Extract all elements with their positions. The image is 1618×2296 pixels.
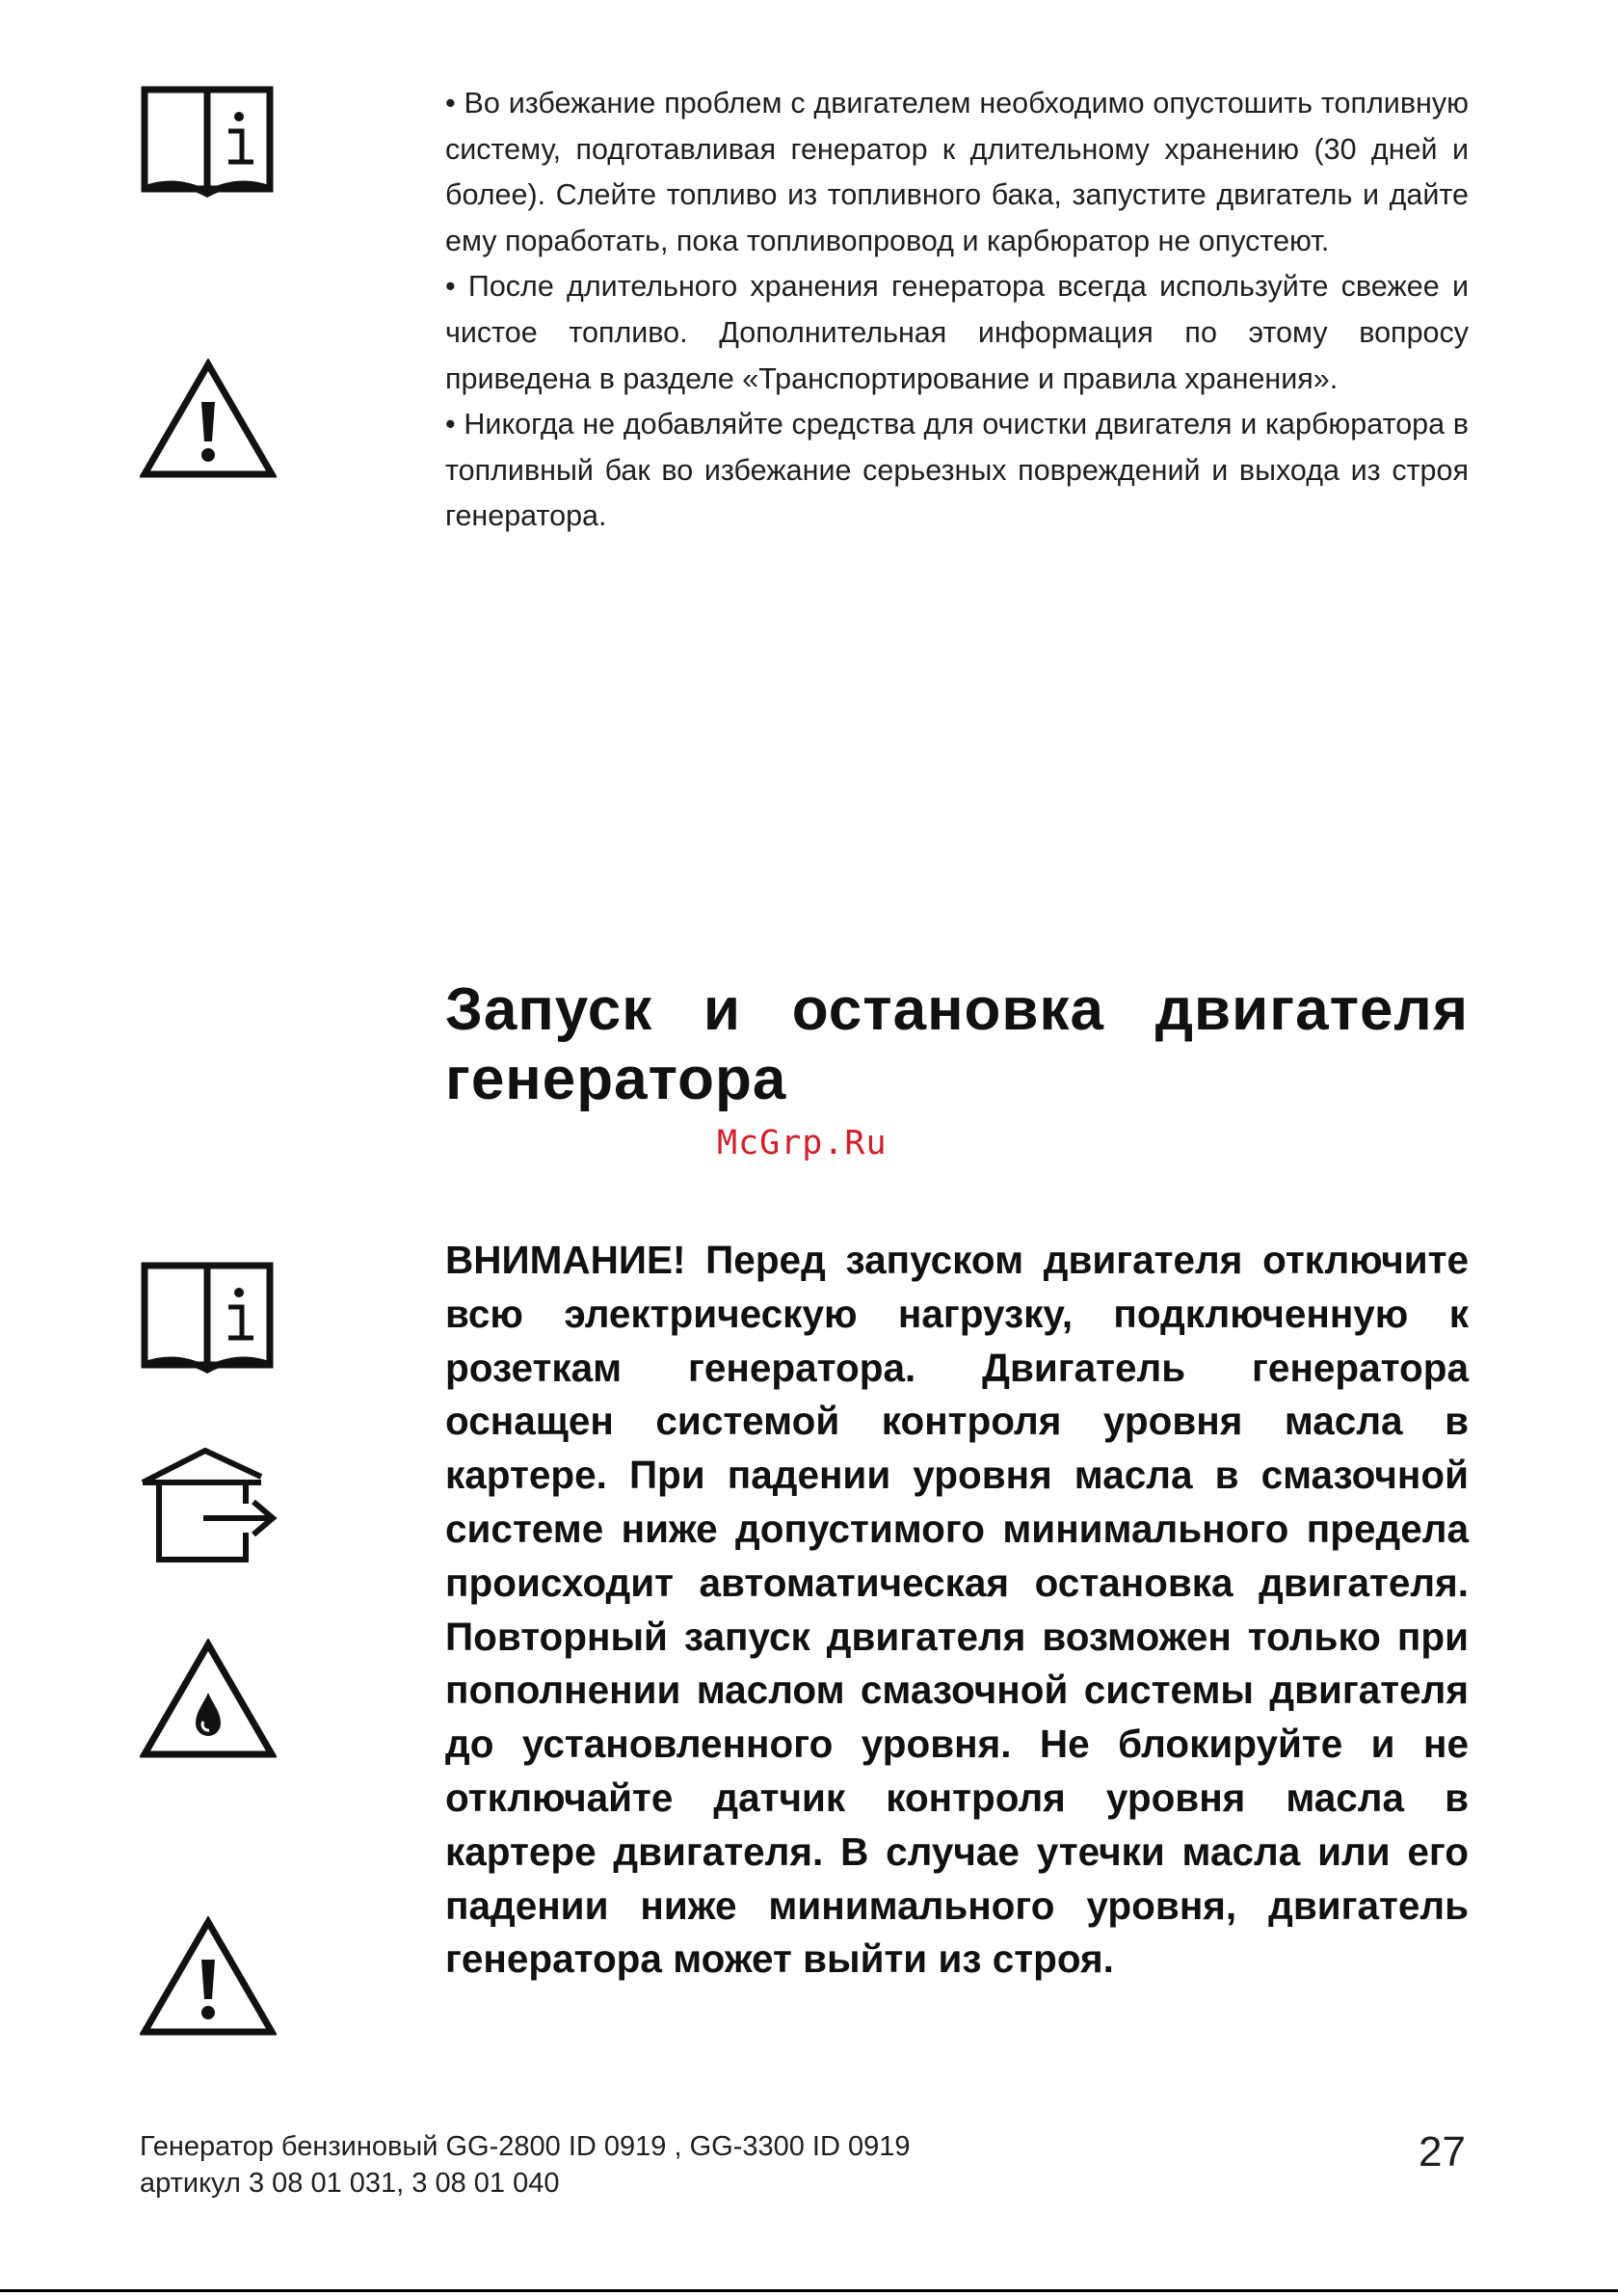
- note-paragraph: • Во избежание проблем с двигателем необходимо опустошить топливную систему, подготавливая генератор к длительному хранению (30 дней и более). Слейте топливо из топливного бака, запустите двигатель и дайте ему поработать, пока топливопровод и карбюратор не опустеют.: [445, 87, 1469, 257]
- footer-product: Генератор бензиновый GG-2800 ID 0919 , GG-3300 ID 0919: [140, 2131, 911, 2162]
- page-number: 27: [1419, 2128, 1466, 2176]
- storage-notes: [445, 81, 1469, 540]
- footer-product-info: [140, 2128, 911, 2202]
- warning-icon: [140, 1916, 277, 2038]
- note-paragraph: • Никогда не добавляйте средства для очистки двигателя и карбюратора в топливный бак во избежание серьезных повреждений и выхода из строя генератора.: [445, 408, 1469, 533]
- attention-paragraph: ВНИМАНИЕ! Перед запуском двигателя отключите всю электрическую нагрузку, подключенную к розеткам генератора. Двигатель генератора оснащен системой контроля уровня масла в картере. При падении уровня масла в смазочной системе ниже допустимого минимального предела происходит автоматическая остановка двигателя. Повторный запуск двигателя возможен только при пополнении маслом смазочной системы двигателя до установленного уровня. Не блокируйте и не отключайте датчик контроля уровня масла в картере двигателя. В случае утечки масла или его падении ниже минимального уровня, двигатель генератора может выйти из строя.: [445, 1238, 1469, 1982]
- manual-info-icon: [140, 85, 275, 199]
- section-title: Запуск и остановка двигателя генератора: [445, 976, 1469, 1112]
- oil-warning-icon: [140, 1639, 277, 1760]
- manual-info-icon: [140, 1261, 275, 1375]
- watermark: McGrp.Ru: [717, 1124, 888, 1162]
- footer-article: артикул 3 08 01 031, 3 08 01 040: [140, 2168, 560, 2199]
- note-paragraph: • После длительного хранения генератора всегда используйте свежее и чистое топливо. Дополнительная информация по этому вопросу приведена в разделе «Транспортирование и правила хранения».: [445, 270, 1469, 395]
- indoor-exit-icon: [140, 1448, 280, 1565]
- bottom-divider: [0, 2289, 1618, 2292]
- warning-icon: [140, 359, 277, 480]
